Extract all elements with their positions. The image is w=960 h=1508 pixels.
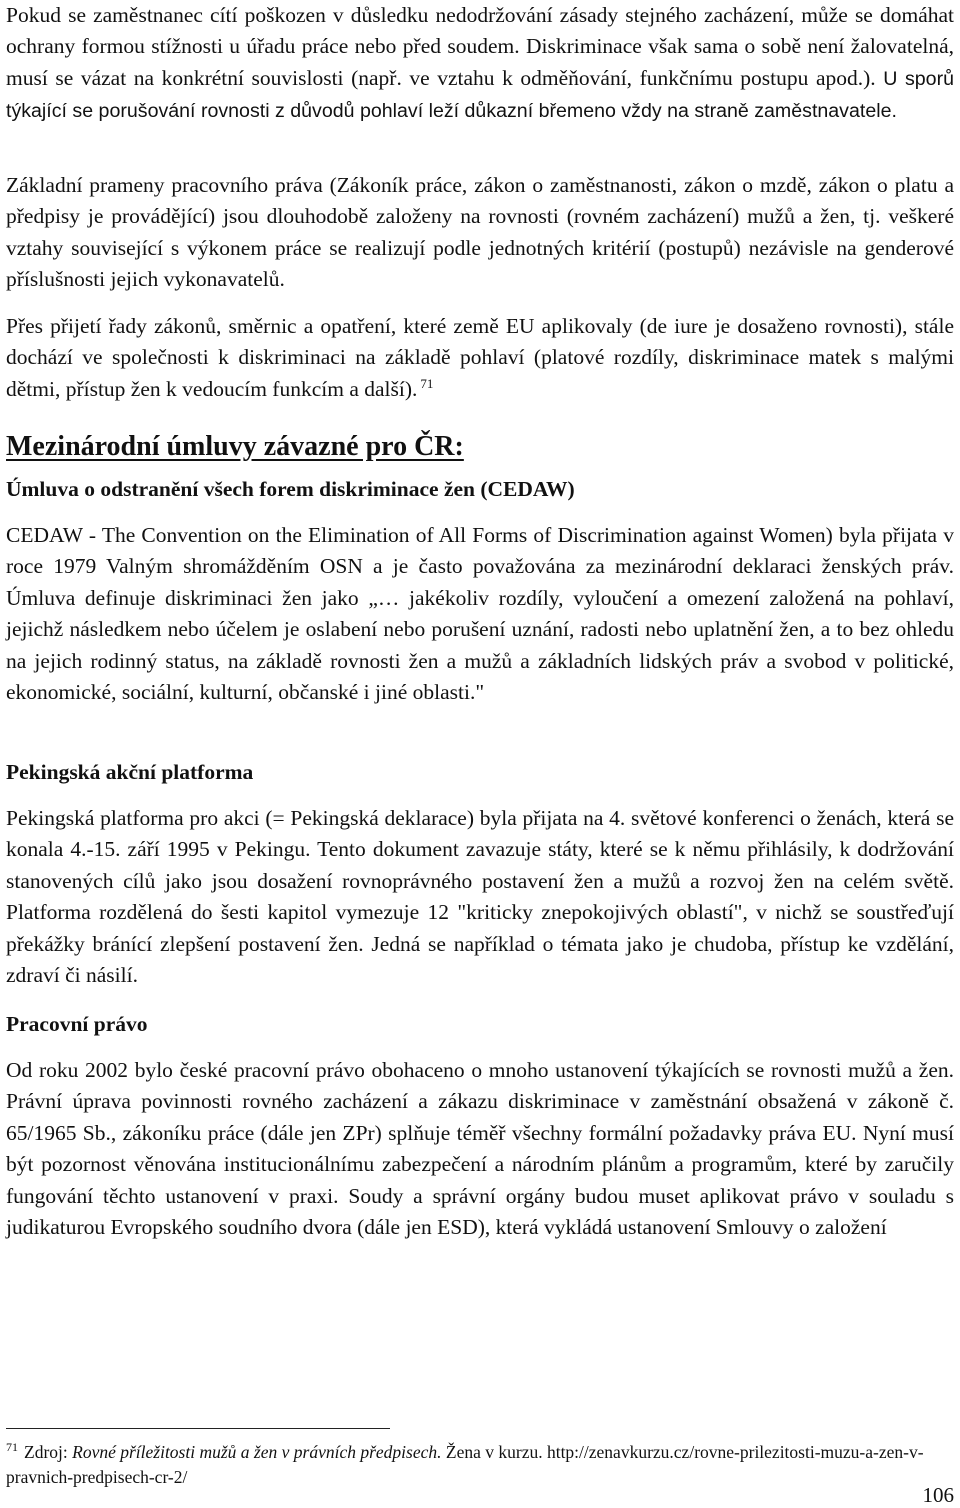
footnote-prefix: Zdroj: — [24, 1442, 73, 1462]
footnote-title: Rovné příležitosti mužů a žen v právních předpisech. — [72, 1442, 442, 1462]
beijing-paragraph: Pekingská platforma pro akci (= Pekingská deklarace) byla přijata na 4. světové konferenci o ženách, která se konala 4.-15. září 1995 v Pekingu. Tento dokument zavazuje státy, které se k němu přihlásily, k dodržování stanovených cílů jako jsou dosažení rovnoprávného postavení žen a mužů a rozvoj žen na celém světě. Platforma rozdělená do šesti kapitol vymezuje 12 "kriticky znepokojivých oblastí", v nichž se soustřeďují překážky bránící zlepšení postavení žen. Jedná se například o témata jako je chudoba, přístup ke vzdělání, zdraví či násilí. — [6, 806, 954, 988]
cedaw-paragraph: CEDAW - The Convention on the Elimination of All Forms of Discrimination against Women) byla přijata v roce 1979 Valným shromážděním OSN a je často považována za mezinárodní deklaraci ženských práv. Úmluva definuje diskriminaci žen jako „… jakékoliv rozdíly, vyloučení a omezení založená na pohlaví, jejichž následkem nebo účelem je oslabení nebo porušení uznání, radosti nebo uplatnění žen, a to bez ohledu na jejich rodinný status, na základě rovnosti žen a mužů a základních lidských práv a svobod v politické, ekonomické, sociální, kulturní, občanské i jiné oblasti." — [6, 523, 954, 705]
section-heading — [6, 430, 954, 464]
paragraph-complaint-serif: Pokud se zaměstnanec cítí poškozen v důsledku nedodržování zásady stejného zacházení, může se domáhat ochrany formou stížnosti u úřadu práce nebo před soudem. Diskriminace však sama o sobě není žalovatelná, musí se vázat na konkrétní souvislosti (např. ve vztahu k odměňování, funkčnímu postupu apod.). — [6, 3, 954, 90]
footnote-number: 71 — [6, 1440, 18, 1455]
paragraph-labor-law-sources: Základní prameny pracovního práva (Zákoník práce, zákon o zaměstnanosti, zákon o mzdě, zákon o platu a předpisy je provádějící) jsou dlouhodobě založeny na rovnosti (rovném zacházení) mužů a žen, tj. veškeré vztahy související s výkonem práce se realizují podle jednotných kritérií (postupů) nezávisle na genderové příslušnosti jejich vykonavatelů. — [6, 173, 954, 292]
labor-law-heading: Pracovní právo — [6, 1012, 148, 1036]
labor-law-paragraph: Od roku 2002 bylo české pracovní právo obohaceno o mnoho ustanovení týkajících se rovnosti mužů a žen. Právní úprava povinnosti rovného zacházení a zákazu diskriminace v zaměstnání obsažená v zákoně č. 65/1965 Sb., zákoníku práce (dále jen ZPr) splňuje téměř všechny formální požadavky práva EU. Nyní musí být pozornost věnována institucionálnímu zabezpečení a národním plánům a programům, které by zaručily fungování těchto ustanovení v praxi. Soudy a správní orgány budou muset aplikovat právo v souladu s judikaturou Evropského soudního dvora (dále jen ESD), která vykládá ustanovení Smlouvy o založení — [6, 1058, 954, 1240]
paragraph-discrimination-text: Přes přijetí řady zákonů, směrnic a opatření, které země EU aplikovaly (de iure je dosaženo rovnosti), stále dochází ve společnosti k diskriminaci na základě pohlaví (platové rozdíly, diskriminace matek s malými dětmi, přístup žen k vedoucím funkcím a další). — [6, 314, 954, 401]
beijing-heading: Pekingská akční platforma — [6, 760, 254, 784]
footnote-divider — [6, 1428, 390, 1429]
paragraph-complaint-burden-of-proof: U sporů týkající se porušování rovnosti z důvodů pohlaví leží důkazní břemeno vždy na straně zaměstnavatele. — [6, 67, 955, 123]
page-number: 106 — [922, 1483, 954, 1507]
footnote-source-link[interactable]: Žena v kurzu. http://zenavkurzu.cz/rovne-prilezitosti-muzu-a-zen-v-pravnich-predpisech-cr-2/ — [6, 1442, 924, 1487]
section-heading-text: Mezinárodní úmluvy závazné pro ČR: — [6, 431, 464, 462]
cedaw-heading: Úmluva o odstranění všech forem diskriminace žen (CEDAW) — [6, 477, 575, 501]
paragraph-complaint — [6, 0, 954, 128]
footnote-reference[interactable]: 71 — [420, 375, 434, 391]
paragraph-discrimination — [6, 311, 954, 405]
footnote — [6, 1440, 954, 1490]
